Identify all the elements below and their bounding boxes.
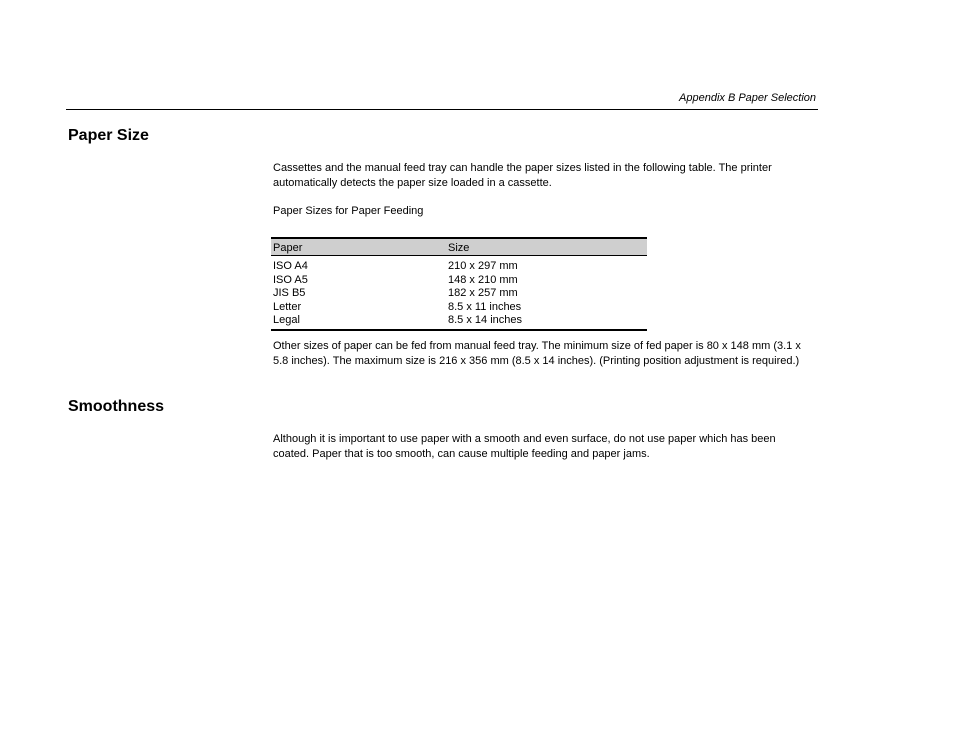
column-header-paper: Paper xyxy=(271,238,446,256)
paper-cell: ISO A4 xyxy=(273,260,308,272)
header-divider xyxy=(66,109,818,110)
paper-size-heading: Paper Size xyxy=(68,127,149,144)
size-cell: 182 x 257 mm xyxy=(448,287,518,299)
size-cell: 148 x 210 mm xyxy=(448,273,518,286)
paper-sizes-table xyxy=(271,237,647,331)
table-caption: Paper Sizes for Paper Feeding xyxy=(273,205,424,217)
size-cell: 8.5 x 11 inches xyxy=(448,300,522,313)
column-header-size: Size xyxy=(446,238,647,256)
paper-cell: Letter xyxy=(273,300,302,313)
paper-cell: JIS B5 xyxy=(273,287,306,299)
other-sizes-paragraph: Other sizes of paper can be fed from manual feed tray. The minimum size of fed paper is 80 x 148 mm (3.1 x 5.8 inches). The maximum size is 216 x 356 mm (8.5 x 14 inches). (Printing position adjustment is required.) xyxy=(273,340,801,367)
table-row xyxy=(271,256,647,274)
table-row xyxy=(271,314,647,330)
paper-size-intro: Cassettes and the manual feed tray can handle the paper sizes listed in the following table. The printer automatically detects the paper size loaded in a cassette. xyxy=(273,162,772,189)
table-row xyxy=(271,274,647,288)
smoothness-heading: Smoothness xyxy=(68,398,165,415)
size-cell: 8.5 x 14 inches xyxy=(446,314,647,330)
table-row xyxy=(271,287,647,301)
table-row xyxy=(271,301,647,315)
table-header-row xyxy=(271,238,647,256)
size-cell: 210 x 297 mm xyxy=(448,260,518,272)
smoothness-paragraph: Although it is important to use paper with a smooth and even surface, do not use paper which has been coated. Paper that is too smooth, can cause multiple feeding and paper jams. xyxy=(273,433,776,460)
running-header: Appendix B Paper Selection xyxy=(679,92,816,104)
paper-cell: ISO A5 xyxy=(273,273,308,286)
paper-cell: Legal xyxy=(271,314,446,330)
